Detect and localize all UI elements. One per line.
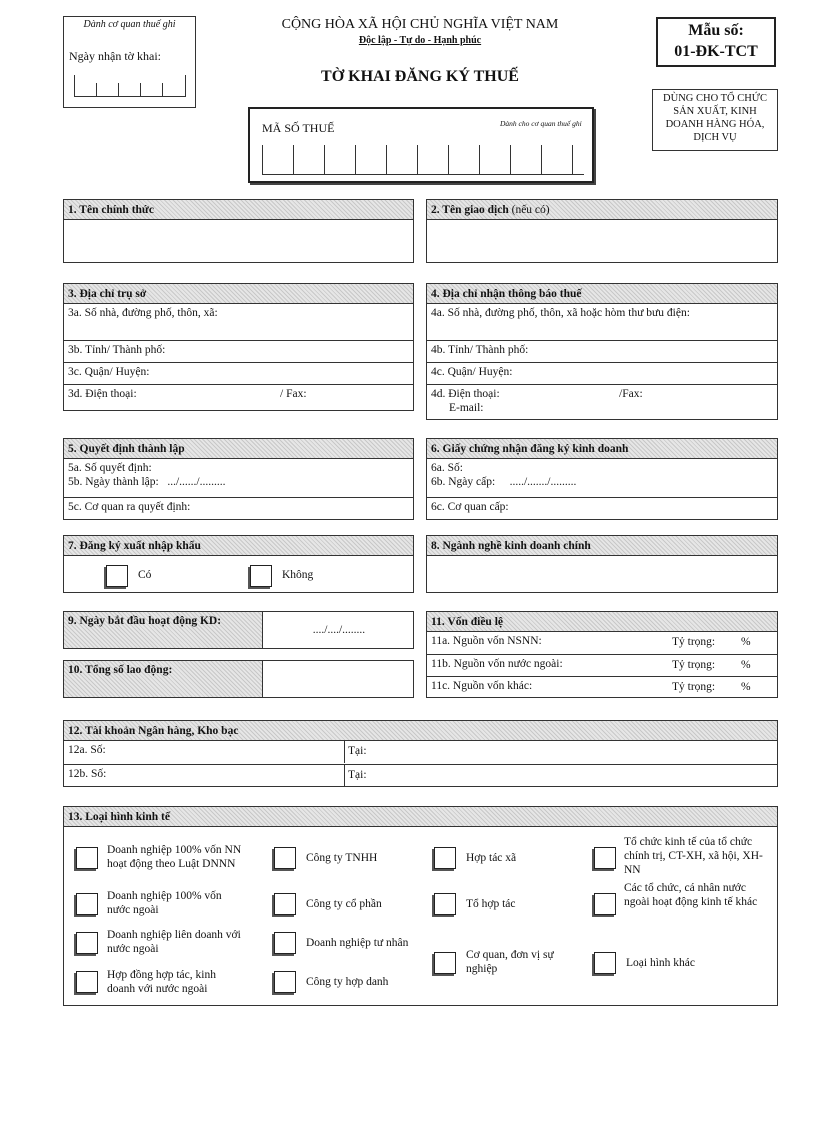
receive-date-label: Ngày nhận tờ khai:: [69, 49, 161, 63]
address-phone-label: 3d. Điện thoại:: [68, 388, 137, 400]
notice-phone-field[interactable]: [427, 384, 777, 419]
type-state-enterprise-checkbox[interactable]: [76, 847, 98, 869]
notice-fax-label: /Fax:: [619, 388, 643, 400]
section-5-title: 5. Quyết định thành lập: [64, 439, 413, 459]
section-7: [63, 535, 414, 593]
address-phone-field[interactable]: [64, 384, 413, 410]
section-12: [63, 720, 778, 787]
section-9: [63, 611, 414, 649]
notice-email-label: E-mail:: [449, 402, 484, 414]
bank-account-1-at-label: Tại:: [348, 745, 367, 757]
start-date-value[interactable]: ..../..../........: [312, 624, 366, 636]
section-1: [63, 199, 414, 263]
type-foreign-owned-label: Doanh nghiệp 100% vốn nước ngoài: [107, 890, 222, 916]
bank-account-2-at-label: Tại:: [348, 769, 367, 781]
motto: Độc lập - Tự do - Hạnh phúc: [358, 35, 482, 46]
type-cooperative-label: Hợp tác xã: [466, 852, 517, 864]
section-10: [63, 660, 414, 698]
official-name-field[interactable]: [64, 220, 413, 262]
capital-state-ratio-label: Tỷ trọng:: [672, 636, 716, 648]
section-13: [63, 806, 778, 1006]
section-4: [426, 283, 778, 420]
address-district-label: 3c. Quận/ Huyện:: [68, 366, 150, 378]
type-cooperative-checkbox[interactable]: [434, 847, 456, 869]
type-llc-label: Công ty TNHH: [306, 852, 378, 864]
import-export-no-label: Không: [282, 569, 314, 581]
address-province-label: 3b. Tỉnh/ Thành phố:: [68, 344, 166, 356]
section-3-title: 3. Địa chỉ trụ sở: [64, 284, 413, 304]
capital-other-ratio-label: Tỷ trọng:: [672, 681, 716, 693]
license-number-label: 6a. Số:: [431, 462, 463, 474]
type-business-cooperation-label: Hợp đồng hợp tác, kinh doanh với nước ngoài: [107, 969, 216, 995]
nation-title: CỘNG HÒA XÃ HỘI CHỦ NGHĨA VIỆT NAM: [281, 17, 559, 32]
import-export-yes-label: Có: [138, 569, 152, 581]
decision-authority-label: 5c. Cơ quan ra quyết định:: [68, 501, 191, 513]
capital-foreign-row[interactable]: [427, 654, 777, 676]
type-cooperative-group-label: Tổ hợp tác: [466, 898, 516, 910]
notice-street-label: 4a. Số nhà, đường phố, thôn, xã hoặc hòm thư bưu điện:: [431, 307, 690, 319]
tax-code-official-note: Dành cho cơ quan thuế ghi: [500, 119, 582, 128]
bank-account-1-row[interactable]: [64, 741, 777, 764]
notice-district-label: 4c. Quận/ Huyện:: [431, 366, 513, 378]
type-partnership-checkbox[interactable]: [274, 971, 296, 993]
type-foreign-individual-checkbox[interactable]: [594, 893, 616, 915]
type-foreign-owned-checkbox[interactable]: [76, 893, 98, 915]
tax-code-box: [248, 107, 594, 183]
employee-count-field[interactable]: [264, 661, 414, 697]
section-11: [426, 611, 778, 698]
capital-other-label: 11c. Nguồn vốn khác:: [431, 680, 533, 692]
capital-state-label: 11a. Nguồn vốn NSNN:: [431, 635, 542, 647]
main-business-field[interactable]: [427, 556, 777, 592]
receive-date-field[interactable]: [74, 75, 186, 97]
import-export-no-checkbox[interactable]: [250, 565, 272, 587]
section-11-title: 11. Vốn điều lệ: [427, 612, 777, 632]
type-joint-stock-label: Công ty cổ phần: [306, 898, 382, 910]
license-date-value: ...../......./.........: [509, 476, 577, 488]
notice-phone-label: 4d. Điện thoại:: [431, 388, 500, 400]
address-district-field[interactable]: [64, 362, 413, 384]
license-authority-label: 6c. Cơ quan cấp:: [431, 501, 509, 513]
bank-account-2-row[interactable]: [64, 764, 777, 786]
type-political-org-checkbox[interactable]: [594, 847, 616, 869]
section-12-title: 12. Tài khoản Ngân hàng, Kho bạc: [64, 721, 777, 741]
tax-code-digits[interactable]: [262, 145, 584, 175]
capital-foreign-pct: %: [741, 659, 751, 671]
type-cooperative-group-checkbox[interactable]: [434, 893, 456, 915]
import-export-yes-checkbox[interactable]: [106, 565, 128, 587]
notice-street-field[interactable]: [427, 304, 777, 340]
section-3: [63, 283, 414, 411]
capital-foreign-ratio-label: Tỷ trọng:: [672, 659, 716, 671]
type-private-enterprise-checkbox[interactable]: [274, 932, 296, 954]
founding-date-label: 5b. Ngày thành lập:: [68, 476, 159, 488]
notice-province-field[interactable]: [427, 340, 777, 362]
decision-authority-field[interactable]: [64, 497, 413, 519]
section-4-title: 4. Địa chỉ nhận thông báo thuế: [427, 284, 777, 304]
type-public-agency-checkbox[interactable]: [434, 952, 456, 974]
license-date-label: 6b. Ngày cấp:: [431, 476, 496, 488]
official-use-label: Dành cơ quan thuế ghi: [83, 19, 176, 30]
type-partnership-label: Công ty hợp danh: [306, 976, 389, 988]
section-2-header: [427, 200, 777, 220]
notice-district-field[interactable]: [427, 362, 777, 384]
form-number-box: [656, 17, 776, 67]
section-13-title: 13. Loại hình kinh tế: [64, 807, 777, 827]
form-number-label: Mẫu số:: [688, 22, 744, 39]
capital-foreign-label: 11b. Nguồn vốn nước ngoài:: [431, 658, 563, 670]
section-6: [426, 438, 778, 520]
type-other-label: Loại hình khác: [626, 957, 695, 969]
address-province-field[interactable]: [64, 340, 413, 362]
address-street-field[interactable]: [64, 304, 413, 340]
decision-number-label: 5a. Số quyết định:: [68, 462, 152, 474]
license-field[interactable]: [427, 459, 777, 497]
type-state-enterprise-label: Doanh nghiệp 100% vốn NN hoạt động theo Luật DNNN: [107, 844, 242, 870]
section-2-title: 2. Tên giao dịch: [431, 204, 509, 216]
section-2-note: (nếu có): [511, 204, 550, 216]
capital-other-row[interactable]: [427, 676, 777, 697]
form-number: 01-ĐK-TCT: [674, 43, 758, 60]
address-fax-label: / Fax:: [280, 388, 307, 400]
section-5: [63, 438, 414, 520]
type-private-enterprise-label: Doanh nghiệp tư nhân: [306, 937, 409, 949]
bank-account-1-label: 12a. Số:: [68, 744, 106, 756]
section-6-title: 6. Giấy chứng nhận đăng ký kinh doanh: [427, 439, 777, 459]
section-8: [426, 535, 778, 593]
decision-field[interactable]: [64, 459, 413, 497]
section-2: [426, 199, 778, 263]
type-business-cooperation-checkbox[interactable]: [76, 971, 98, 993]
type-political-org-label: Tổ chức kinh tế của tổ chức chính trị, CT-XH, xã hội, XH-NN: [624, 836, 763, 876]
capital-state-row[interactable]: [427, 632, 777, 654]
type-public-agency-label: Cơ quan, đơn vị sự nghiệp: [466, 949, 554, 975]
section-9-title: 9. Ngày bắt đầu hoạt động KD:: [64, 612, 263, 648]
section-1-title: 1. Tên chính thức: [64, 200, 413, 220]
address-street-label: 3a. Số nhà, đường phố, thôn, xã:: [68, 307, 218, 319]
type-llc-checkbox[interactable]: [274, 847, 296, 869]
type-foreign-individual-label: Các tổ chức, cá nhân nước ngoài hoạt động kinh tế khác: [624, 882, 758, 908]
section-7-title: 7. Đăng ký xuất nhập khẩu: [64, 536, 413, 556]
bank-account-2-label: 12b. Số:: [68, 768, 107, 780]
trade-name-field[interactable]: [427, 220, 777, 262]
usage-note: DÙNG CHO TỔ CHỨC SẢN XUẤT, KINH DOANH HÀNG HÓA, DỊCH VỤ: [652, 89, 778, 151]
founding-date-value: .../....../.........: [167, 476, 226, 488]
type-joint-venture-text: Doanh nghiệp liên doanh với nước ngoài: [107, 929, 241, 955]
section-8-title: 8. Ngành nghề kinh doanh chính: [427, 536, 777, 556]
type-other-checkbox[interactable]: [594, 952, 616, 974]
official-receipt-box: [63, 16, 196, 108]
section-10-title: 10. Tổng số lao động:: [64, 661, 263, 697]
notice-province-label: 4b. Tỉnh/ Thành phố:: [431, 344, 529, 356]
capital-state-pct: %: [741, 636, 751, 648]
tax-code-label: MÃ SỐ THUẾ: [262, 121, 335, 135]
capital-other-pct: %: [741, 681, 751, 693]
type-joint-venture-checkbox[interactable]: [76, 932, 98, 954]
license-authority-field[interactable]: [427, 497, 777, 519]
page-title: TỜ KHAI ĐĂNG KÝ THUẾ: [321, 68, 519, 85]
type-joint-stock-checkbox[interactable]: [274, 893, 296, 915]
